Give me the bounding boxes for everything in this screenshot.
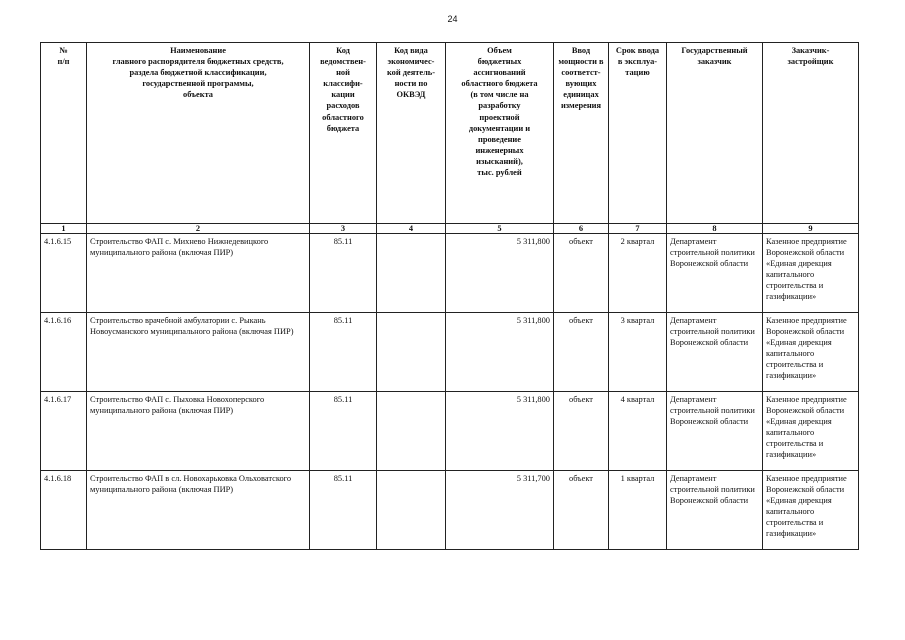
state-customer: Департамент строительной политики Воронежской области <box>667 471 763 550</box>
page-number: 24 <box>447 14 458 24</box>
state-customer: Департамент строительной политики Воронежской области <box>667 313 763 392</box>
column-number: 6 <box>554 224 609 234</box>
header-okved: Код вида экономичес- кой деятель- ности по ОКВЭД <box>377 43 446 224</box>
header-name: Наименование главного распорядителя бюджетных средств, раздела бюджетной классификации, государственной программы, объекта <box>87 43 310 224</box>
header-term: Срок ввода в эксплуа- тацию <box>609 43 667 224</box>
capacity-unit: объект <box>554 392 609 471</box>
table-row <box>41 313 859 392</box>
table-row <box>41 234 859 313</box>
header-num: № п/п <box>41 43 87 224</box>
state-customer: Департамент строительной политики Воронежской области <box>667 234 763 313</box>
okved-code <box>377 392 446 471</box>
commissioning-term: 1 квартал <box>609 471 667 550</box>
object-name: Строительство врачебной амбулатории с. Рыкань Новоусманского муниципального района (включая ПИР) <box>87 313 310 392</box>
header-customer: Государственный заказчик <box>667 43 763 224</box>
row-number: 4.1.6.17 <box>41 392 87 471</box>
column-number: 7 <box>609 224 667 234</box>
capacity-unit: объект <box>554 471 609 550</box>
state-customer: Департамент строительной политики Воронежской области <box>667 392 763 471</box>
column-number: 2 <box>87 224 310 234</box>
object-name: Строительство ФАП в сл. Новохарьковка Ольховатского муниципального района (включая ПИР) <box>87 471 310 550</box>
column-number: 3 <box>310 224 377 234</box>
commissioning-term: 2 квартал <box>609 234 667 313</box>
okved-code <box>377 313 446 392</box>
okved-code <box>377 234 446 313</box>
column-numbers-row <box>41 224 859 234</box>
header-row <box>41 43 859 224</box>
capacity-unit: объект <box>554 313 609 392</box>
capacity-unit: объект <box>554 234 609 313</box>
header-unit: Ввод мощности в соответст- вующих единицах измерения <box>554 43 609 224</box>
column-number: 4 <box>377 224 446 234</box>
budget-code: 85.11 <box>310 471 377 550</box>
object-name: Строительство ФАП с. Михнево Нижнедевицкого муниципального района (включая ПИР) <box>87 234 310 313</box>
commissioning-term: 3 квартал <box>609 313 667 392</box>
budget-code: 85.11 <box>310 234 377 313</box>
budget-code: 85.11 <box>310 313 377 392</box>
budget-amount: 5 311,800 <box>446 392 554 471</box>
header-developer: Заказчик- застройщик <box>763 43 859 224</box>
budget-code: 85.11 <box>310 392 377 471</box>
developer-customer: Казенное предприятие Воронежской области «Единая дирекция капитального строительства и газификации» <box>763 313 859 392</box>
budget-amount: 5 311,800 <box>446 234 554 313</box>
header-code: Код ведомствен- ной классифи- кации расходов областного бюджета <box>310 43 377 224</box>
header-amount: Объем бюджетных ассигнований областного бюджета (в том числе на разработку проектной документации и проведение инженерных изысканий), тыс. рублей <box>446 43 554 224</box>
row-number: 4.1.6.15 <box>41 234 87 313</box>
okved-code <box>377 471 446 550</box>
developer-customer: Казенное предприятие Воронежской области «Единая дирекция капитального строительства и газификации» <box>763 234 859 313</box>
row-number: 4.1.6.18 <box>41 471 87 550</box>
table-row <box>41 471 859 550</box>
column-number: 8 <box>667 224 763 234</box>
commissioning-term: 4 квартал <box>609 392 667 471</box>
column-number: 5 <box>446 224 554 234</box>
budget-amount: 5 311,800 <box>446 313 554 392</box>
developer-customer: Казенное предприятие Воронежской области «Единая дирекция капитального строительства и газификации» <box>763 392 859 471</box>
budget-table <box>40 42 859 550</box>
column-number: 9 <box>763 224 859 234</box>
developer-customer: Казенное предприятие Воронежской области «Единая дирекция капитального строительства и газификации» <box>763 471 859 550</box>
row-number: 4.1.6.16 <box>41 313 87 392</box>
column-number: 1 <box>41 224 87 234</box>
object-name: Строительство ФАП с. Пыховка Новохоперского муниципального района (включая ПИР) <box>87 392 310 471</box>
budget-amount: 5 311,700 <box>446 471 554 550</box>
table-row <box>41 392 859 471</box>
